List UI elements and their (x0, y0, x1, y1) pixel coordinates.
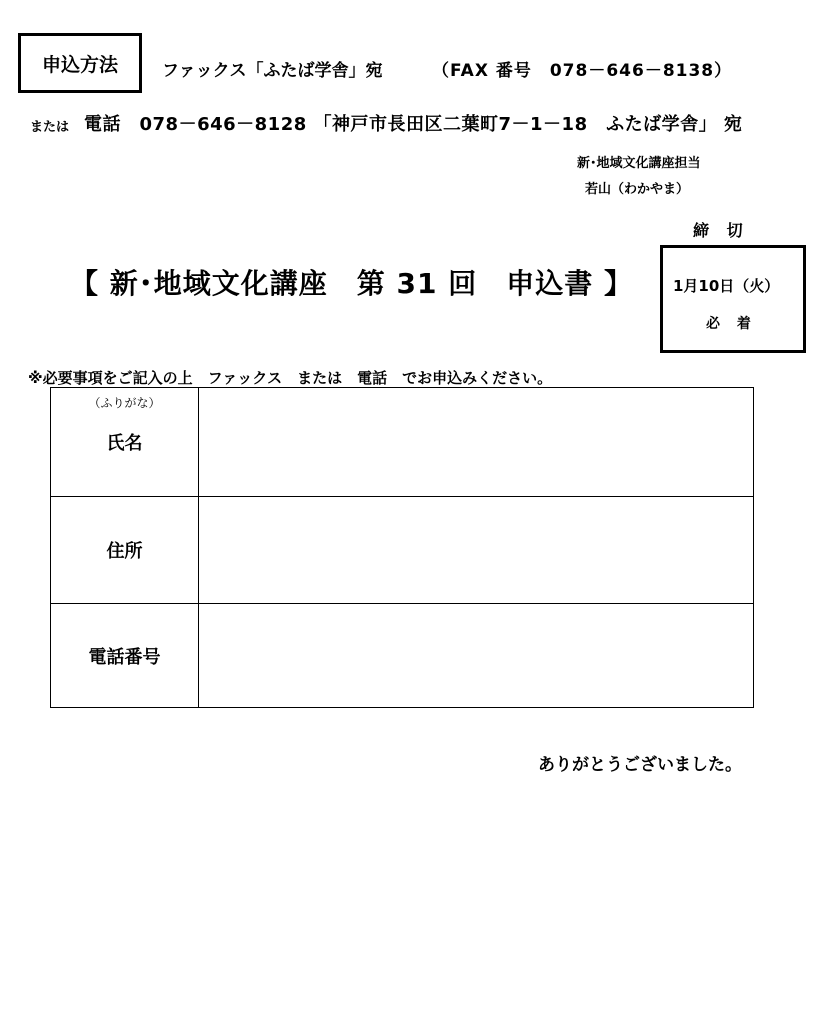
phone-input-cell[interactable] (199, 604, 754, 708)
address-label-cell (51, 497, 199, 604)
fax-destination: ファックス「ふたば学舎」宛 (162, 61, 383, 81)
form-row-phone (51, 604, 754, 708)
address-input-cell[interactable] (199, 497, 754, 604)
name-label: 氏名 (106, 433, 143, 454)
form-row-address (51, 497, 754, 604)
phone-label-cell (51, 604, 199, 708)
deadline-label: 締 切 (693, 221, 749, 240)
form-row-name (51, 388, 754, 497)
deadline-date: 1月10日（火） (673, 277, 780, 295)
fax-number: （FAX 番号 078－646－8138） (432, 61, 733, 81)
deadline-box (660, 245, 806, 353)
instruction-text: ※必要事項をご記入の上 ファックス または 電話 でお申込みください。 (28, 369, 553, 387)
application-method-label: 申込方法 (18, 33, 142, 93)
staff-department: 新･地域文化講座担当 (577, 156, 701, 171)
name-label-cell (51, 388, 199, 497)
address-label: 住所 (106, 541, 143, 562)
form-title: 【 新･地域文化講座 第 31 回 申込書 】 (70, 267, 633, 300)
phone-label: 電話番号 (88, 646, 161, 668)
staff-name: 若山（わかやま） (585, 182, 690, 197)
deadline-must-arrive: 必 着 (706, 316, 757, 332)
furigana-label: （ふりがな） (88, 396, 161, 410)
application-form-table (50, 387, 754, 708)
closing-thanks: ありがとうございました。 (538, 755, 742, 775)
name-input-cell[interactable] (199, 388, 754, 497)
phone-address-line: 電話 078－646－8128 「神戸市長田区二葉町7－1－18 ふたば学舎」 宛 (84, 114, 743, 135)
or-text: または (30, 120, 70, 135)
